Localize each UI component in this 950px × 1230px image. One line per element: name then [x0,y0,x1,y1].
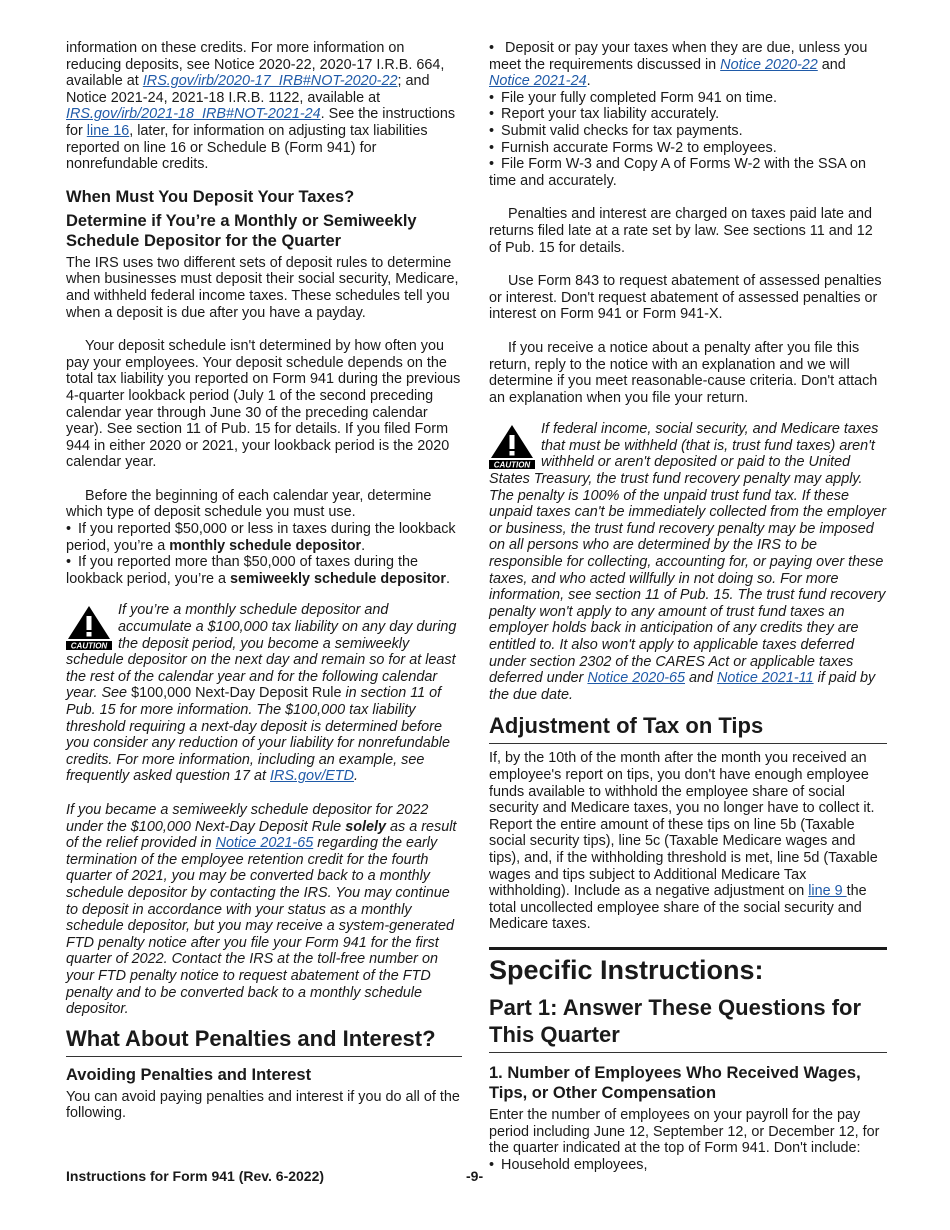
footer-title: Instructions for Form 941 (Rev. 6-2022) [66,1168,325,1184]
bullet-monthly: • If you reported $50,000 or less in taxes during the lookback period, you’re a monthly schedule depositor. [66,521,462,554]
heading-number-employees: 1. Number of Employees Who Received Wages, Tips, or Other Compensation [489,1063,861,1102]
link-notice-2020-22-b[interactable]: Notice 2020-22 [720,56,818,73]
heading-determine-depositor: Determine if You’re a Monthly or Semiweekly Schedule Depositor for the Quarter [66,211,417,250]
bullet-semiweekly: • If you reported more than $50,000 of taxes during the lookback period, you’re a semiweekly schedule depositor. [66,554,462,587]
bullet-file-form: • File your fully completed Form 941 on time. [489,90,887,107]
heading-deposit-taxes: When Must You Deposit Your Taxes? [66,187,355,206]
link-notice-2021-65[interactable]: Notice 2021-65 [215,835,314,852]
link-line-16[interactable]: line 16 [86,122,130,139]
bullet-file-w3: • File Form W-3 and Copy A of Forms W-2 with the SSA on time and accurately. [489,156,887,189]
caution-icon [66,604,112,650]
paragraph-deposit-rules: The IRS uses two different sets of deposit rules to determine when businesses must deposit their social security, Medicare, and withheld federal income taxes. These schedules tell you when a deposit is due after you have a payday. [66,254,459,321]
link-notice-2021-24[interactable]: IRS.gov/irb/2021-18_IRB#NOT-2021-24 [66,106,321,123]
link-notice-2021-11[interactable]: Notice 2021-11 [717,670,814,687]
link-notice-2020-65[interactable]: Notice 2020-65 [587,670,686,687]
link-notice-2020-22[interactable]: IRS.gov/irb/2020-17_IRB#NOT-2020-22 [142,73,398,90]
paragraph-deposit-schedule: Your deposit schedule isn't determined by how often you pay your employees. Your deposit schedule depends on the total tax liability you reported on Form 941 during the previous 4-quarter lookback period (July 1 of the second preceding calendar year through June 30 of the preceding calendar year). See section 11 of Pub. 15 for details. If you filed Form 944 in either 2020 or 2021, your lookback period is the 2020 calendar year. [66,338,461,471]
paragraph-form-843: Use Form 843 to request abatement of assessed penalties or interest. Don't request abatement of assessed penalties or interest on Form 941 or Form 941-X. [489,273,882,323]
heading-avoiding-penalties: Avoiding Penalties and Interest [66,1065,312,1084]
caution-icon [489,423,535,469]
caution-note-monthly: CAUTION If you’re a monthly schedule depositor and accumulate a $100,000 tax liability on any day during the deposit period, you become a semiweekly schedule depositor on the next day and remain so for at least the rest of the calendar year and for the following calendar year. See $100,000 Next-Day Deposit Rule in section 11 of Pub. 15 for more information. The $100,000 tax liability threshold requiring a next-day deposit is determined before you consider any reduction of your liability for nonrefundable credits. For more information, including an example, see frequently asked question 17 at IRS.gov/ETD. [66,602,457,785]
heading-tips: Adjustment of Tax on Tips [489,713,887,744]
heading-specific-instructions: Specific Instructions: [489,947,887,986]
paragraph-credits-info: information on these credits. For more information on reducing deposits, see Notice 2020-22, 2020-17 I.R.B. 664, available at IRS.gov/irb/2020-17_IRB#NOT-2020-22; and Notice 2021-24, 2021-18 I.R.B. 1122, available at IRS.gov/irb/2021-18_IRB#NOT-2021-24. See the instructions for line 16, later, for information on adjusting tax liabilities reported on line 16 or Schedule B (Form 941) for nonrefundable credits. [66,40,456,173]
link-notice-2021-24-b[interactable]: Notice 2021-24 [489,73,587,90]
paragraph-tips: If, by the 10th of the month after the month you received an employee's report on tips, you don't have enough employee funds available to withhold the employee share of social security and Medicare taxes, you no longer have to collect it. Report the entire amount of these tips on line 5b (Taxable social security tips), line 5c (Taxable Medicare wages and tips), and, if the withholding threshold is met, line 5d (Taxable wages and tips subject to Additional Medicare Tax withholding). Include as a negative adjustment on line 9 the total uncollected employee share of the social security and Medicare taxes. [489,750,878,933]
heading-part-1: Part 1: Answer These Questions for This Quarter [489,994,887,1053]
bullet-furnish-w2: • Furnish accurate Forms W-2 to employees. [489,140,887,157]
link-irs-etd[interactable]: IRS.gov/ETD [270,768,354,785]
right-column [489,40,887,1173]
paragraph-avoid: You can avoid paying penalties and interest if you do all of the following. [66,1088,460,1122]
paragraph-penalties-charged: Penalties and interest are charged on taxes paid late and returns filed late at a rate set by law. See sections 11 and 12 of Pub. 15 for details. [489,206,873,256]
paragraph-before-year: Before the beginning of each calendar year, determine which type of deposit schedule you must use. [66,487,432,521]
heading-penalties: What About Penalties and Interest? [66,1026,462,1057]
bullet-submit-checks: • Submit valid checks for tax payments. [489,123,887,140]
svg-text:CAUTION: CAUTION [493,460,531,470]
paragraph-notice-reply: If you receive a notice about a penalty after you file this return, reply to the notice with an explanation and we will determine if you meet reasonable-cause criteria. Don't attach an explanation when you file your return. [489,339,878,406]
caution-note-trust-fund: CAUTION If federal income, social security, and Medicare taxes that must be withheld (that is, trust fund taxes) aren't withheld or aren't deposited or paid to the United States Treasury, the trust fund recovery penalty may apply. The penalty is 100% of the unpaid trust fund tax. If these unpaid taxes can't be immediately collected from the employer or business, the trust fund recovery penalty may be imposed on all persons who are determined by the IRS to be responsible for collecting, accounting for, or paying over these taxes, and who acted willfully in not doing so. For more information, see section 11 of Pub. 15. The trust fund recovery penalty won't apply to any amount of trust fund taxes an employer holds back in anticipation of any credits they are entitled to. It also won't apply to applicable taxes deferred under section 2302 of the CARES Act or applicable taxes deferred under Notice 2020-65 and Notice 2021-11 if paid by the due date. [489,421,887,703]
bullet-report-liability: • Report your tax liability accurately. [489,106,887,123]
left-column [66,40,462,1122]
paragraph-semiweekly-relief: If you became a semiweekly schedule depositor for 2022 under the $100,000 Next-Day Deposit Rule solely as a result of the relief provided in Notice 2021-65 regarding the early termination of the employee retention credit for the fourth quarter of 2021, you may be converted back to a monthly schedule depositor by contacting the IRS. You may continue to deposit in accordance with your status as a monthly schedule depositor, but you may receive a system-generated FTD penalty notice after you file your Form 941 for the first quarter of 2022. Contact the IRS at the toll-free number on your FTD penalty notice to request abatement of the FTD penalty and to be converted back to a monthly schedule depositor. [66,801,457,1018]
link-line-9[interactable]: line 9 [808,883,847,900]
svg-text:CAUTION: CAUTION [70,641,108,651]
page-footer [66,1168,887,1185]
bullet-household: • Household employees, [489,1157,887,1174]
paragraph-enter-employees: Enter the number of employees on your payroll for the pay period including June 12, September 12, or December 12, for the quarter indicated at the top of Form 941. Don't include: [489,1106,880,1157]
bullet-deposit-on-time: • Deposit or pay your taxes when they are due, unless you meet the requirements discussed in Notice 2020-22 and Notice 2021-24. [489,40,887,90]
page-number: -9- [466,1168,484,1184]
